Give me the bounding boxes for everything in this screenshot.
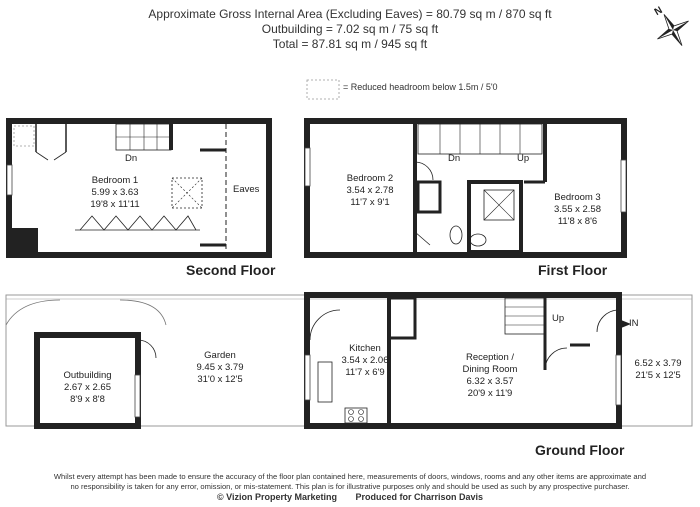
entrance-label: IN	[629, 318, 639, 329]
room-bedroom-1: Bedroom 1 5.99 x 3.63 19'8 x 11'11	[90, 175, 140, 210]
disclaimer-text: Whilst every attempt has been made to ensure the accuracy of the floor plan contained here, measurements of doors, windows, rooms and any other items are approximate and no responsibility is taken for any error, omission, or mis-statement. This plan is for illustrative purposes only and should be used as such by any prospective purchaser.	[53, 472, 647, 491]
stair-label-dn: Dn	[125, 153, 138, 164]
room-outbuilding: Outbuilding 2.67 x 2.65 8'9 x 8'8	[63, 370, 112, 405]
room-reception-dining: Reception / Dining Room 6.32 x 3.57 20'9 x 11'9	[462, 352, 518, 399]
legend-text: = Reduced headroom below 1.5m / 5'0	[343, 82, 498, 92]
reduced-headroom-legend-swatch	[307, 80, 339, 99]
room-kitchen: Kitchen 3.54 x 2.06 11'7 x 6'9	[341, 343, 389, 378]
second-floor-title: Second Floor	[186, 262, 276, 278]
copyright-text: © Vizion Property Marketing	[216, 492, 337, 502]
stair-label-dn-first: Dn	[448, 153, 461, 164]
compass-north-label: N	[652, 4, 665, 19]
area-front-garden: 6.52 x 3.79 21'5 x 12'5	[634, 358, 682, 381]
area-garden: Garden 9.45 x 3.79 31'0 x 12'5	[196, 350, 244, 385]
gross-area-line: Approximate Gross Internal Area (Excluding Eaves) = 80.79 sq m / 870 sq ft	[148, 7, 552, 21]
stair-label-up-first: Up	[517, 153, 530, 164]
room-bedroom-2: Bedroom 2 3.54 x 2.78 11'7 x 9'1	[346, 173, 394, 208]
eaves-label: Eaves	[233, 184, 260, 195]
stair-label-up-ground: Up	[552, 313, 565, 324]
produced-for-text: Produced for Charrison Davis	[355, 492, 484, 502]
compass-icon	[651, 4, 695, 52]
first-floor-title: First Floor	[538, 262, 608, 278]
outbuilding-area-line: Outbuilding = 7.02 sq m / 75 sq ft	[261, 22, 439, 36]
ground-floor-title: Ground Floor	[535, 442, 625, 458]
total-area-line: Total = 87.81 sq m / 945 sq ft	[272, 37, 428, 51]
room-bedroom-3: Bedroom 3 3.55 x 2.58 11'8 x 8'6	[553, 192, 601, 227]
credits	[0, 492, 700, 502]
